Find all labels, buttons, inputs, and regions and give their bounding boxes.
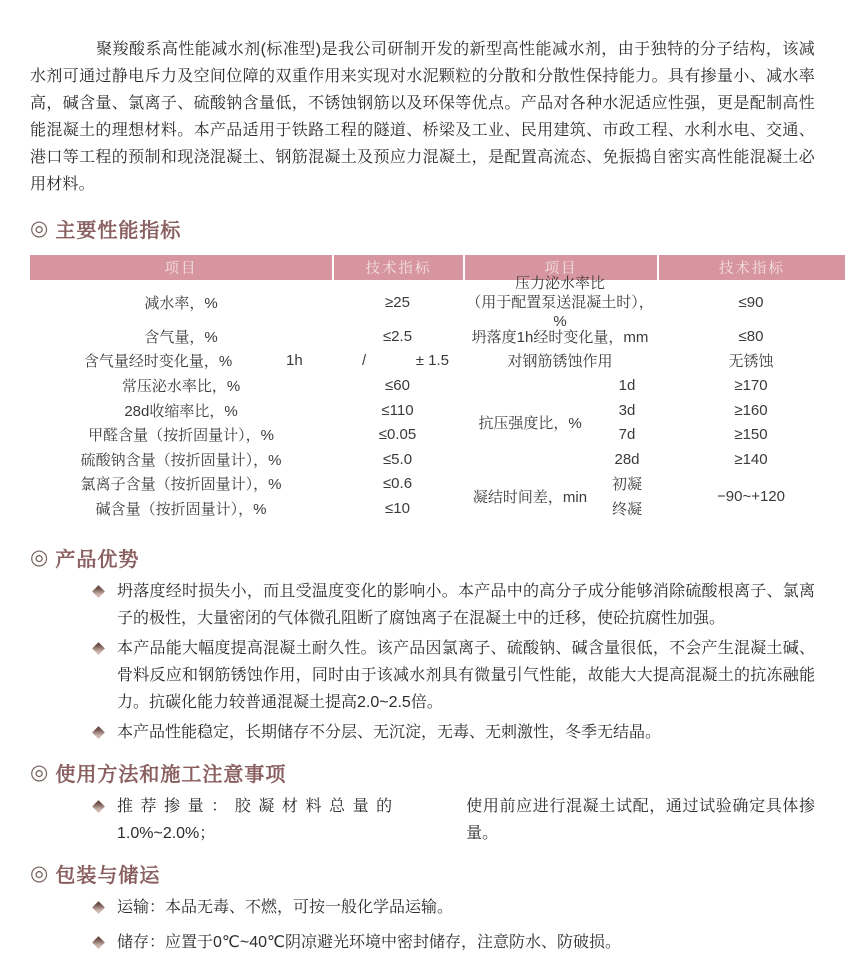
usage-trial-note: 使用前应进行混凝土试配，通过试验确定具体掺量。	[466, 797, 815, 842]
table-cell-value: −90~+120	[717, 487, 785, 505]
section-heading-packaging	[30, 859, 815, 888]
section-heading-text: 包装与储运	[55, 864, 161, 887]
list-item-text: 储存：应置于0℃~40℃阴凉避光环境中密封储存，注意防水、防破损。	[117, 933, 621, 951]
table-header-spec2: 技术指标	[657, 255, 845, 280]
table-cell-setting-sub: 终凝	[611, 500, 642, 518]
table-cell-value: ≥160	[734, 401, 768, 419]
list-item	[94, 793, 815, 847]
section-heading-advantages	[30, 543, 815, 572]
list-item	[94, 578, 815, 632]
performance-table	[30, 255, 845, 521]
table-body	[30, 274, 845, 521]
table-cell-setting-label: 凝结时间差，min	[472, 488, 588, 506]
table-cell-label: 常压泌水率比，%	[121, 377, 241, 395]
label-line2: （用于配置泵送混凝土时），%	[466, 293, 654, 330]
section-marker-icon: ◎	[30, 760, 50, 784]
table-cell-label: 对钢筋锈蚀作用	[507, 353, 613, 371]
intro-paragraph: 聚羧酸系高性能减水剂(标准型)是我公司研制开发的新型高性能减水剂，由于独特的分子结构，该减水剂可通过静电斥力及空间位障的双重作用来实现对水泥颗粒的分散和分散性保持能力。具有掺量小、减水率高，碱含量、氯离子、硫酸钠含量低，不锈蚀钢筋以及环保等优点。产品对各种水泥适应性强，更是配制高性能混凝土的理想材料。本产品适用于铁路工程的隧道、桥梁及工业、民用建筑、市政工程、水利水电、交通、港口等工程的预制和现浇混凝土、钢筋混凝土及预应力混凝土，是配置高流态、免振捣自密实高性能混凝土必用材料。	[30, 41, 815, 193]
table-cell-label: 硫酸钠含量（按折固量计），%	[80, 451, 282, 469]
table-cell-value: ≤5.0	[382, 450, 413, 468]
table-header-item2: 项目	[463, 255, 657, 280]
section-marker-icon: ◎	[30, 861, 50, 885]
table-cell-label: 氯离子含量（按折固量计），%	[80, 476, 282, 494]
table-cell-value: ≤60	[385, 376, 410, 394]
usage-list	[30, 793, 815, 847]
diamond-bullet-icon	[92, 585, 105, 598]
table-cell-value: ≥25	[385, 293, 410, 311]
usage-dosage: 推荐掺量：胶凝材料总量的1.0%~2.0%；	[117, 797, 393, 842]
table-cell-label: 坍落度1h经时变化量，mm	[471, 328, 649, 346]
label-line1: 压力泌水率比	[514, 274, 605, 292]
section-marker-icon: ◎	[30, 217, 50, 240]
table-cell-label	[463, 274, 657, 330]
table-cell-value: ≤10	[385, 499, 410, 517]
table-cell-value: ≤2.5	[382, 327, 413, 345]
table-cell-label: 甲醛含量（按折固量计），%	[88, 427, 274, 445]
diamond-bullet-icon	[92, 936, 105, 949]
section-heading-usage	[30, 758, 815, 787]
section-heading-text: 主要性能指标	[55, 220, 182, 242]
list-item	[94, 894, 815, 921]
list-item-text: 本产品性能稳定，长期储存不分层、无沉淀，无毒、无刺激性，冬季无结晶。	[117, 723, 662, 741]
section-heading-text: 使用方法和施工注意事项	[55, 763, 287, 786]
table-header-item: 项目	[164, 261, 198, 277]
table-cell-strength-label: 抗压强度比，%	[478, 414, 582, 432]
diamond-bullet-icon	[92, 642, 105, 655]
diamond-bullet-icon	[92, 800, 105, 813]
list-item-text: 坍落度经时损失小，而且受温度变化的影响小。本产品中的高分子成分能够消除硫酸根离子、氯离子的极性，大量密闭的气体微孔阻断了腐蚀离子在混凝土中的迁移，使砼抗腐性加强。	[117, 582, 815, 627]
table-header-row	[30, 255, 845, 280]
table-cell-value: ≤0.05	[378, 426, 417, 444]
label-sub: 1h	[286, 352, 303, 370]
table-cell-value: ≥150	[734, 426, 768, 444]
table-cell-value: 无锈蚀	[728, 353, 774, 371]
table-cell-age: 3d	[618, 401, 636, 419]
list-item-text: 本产品能大幅度提高混凝土耐久性。该产品因氯离子、硫酸钠、碱含量很低，不会产生混凝土碱、骨料反应和钢筋锈蚀作用，同时由于该减水剂具有微量引气性能，故能大大提高混凝土的抗冻融能力。抗碳化能力较普通混凝土提高2.0~2.5倍。	[117, 639, 815, 711]
table-cell-value: ≤0.6	[382, 475, 413, 493]
section-heading-text: 产品优势	[55, 548, 140, 571]
value-b: ± 1.5	[415, 352, 449, 370]
table-cell-age: 1d	[618, 376, 636, 394]
section-marker-icon: ◎	[30, 545, 50, 569]
table-cell-value	[332, 349, 463, 374]
table-cell-setting-sub: 初凝	[611, 476, 642, 494]
table-cell-label: 碱含量（按折固量计），%	[95, 500, 267, 518]
value-a: /	[362, 352, 367, 370]
table-cell-label: 减水率，%	[144, 294, 218, 312]
list-item	[94, 929, 815, 956]
list-item	[94, 719, 815, 746]
table-cell-value: ≤110	[381, 401, 414, 419]
table-cell-age: 28d	[614, 450, 640, 468]
table-cell-value: ≤90	[738, 293, 764, 311]
table-header-spec: 技术指标	[332, 255, 463, 280]
diamond-bullet-icon	[92, 726, 105, 739]
advantages-list	[30, 578, 815, 746]
section-heading-performance	[30, 214, 815, 243]
table-cell-label: 28d收缩率比，%	[124, 402, 238, 420]
label-text: 含气量经时变化量，%	[83, 353, 233, 371]
table-cell-label: 含气量，%	[144, 328, 218, 346]
list-item-text	[117, 793, 815, 847]
table-cell-value: ≤80	[738, 327, 764, 345]
list-item-text: 运输：本品无毒、不燃，可按一般化学品运输。	[117, 898, 454, 916]
list-item	[94, 635, 815, 716]
diamond-bullet-icon	[92, 901, 105, 914]
table-cell-value: ≥170	[734, 376, 768, 394]
table-cell-label	[30, 349, 332, 374]
table-cell-age: 7d	[618, 426, 636, 444]
packaging-list	[30, 894, 815, 956]
table-cell-value: ≥140	[734, 450, 768, 468]
